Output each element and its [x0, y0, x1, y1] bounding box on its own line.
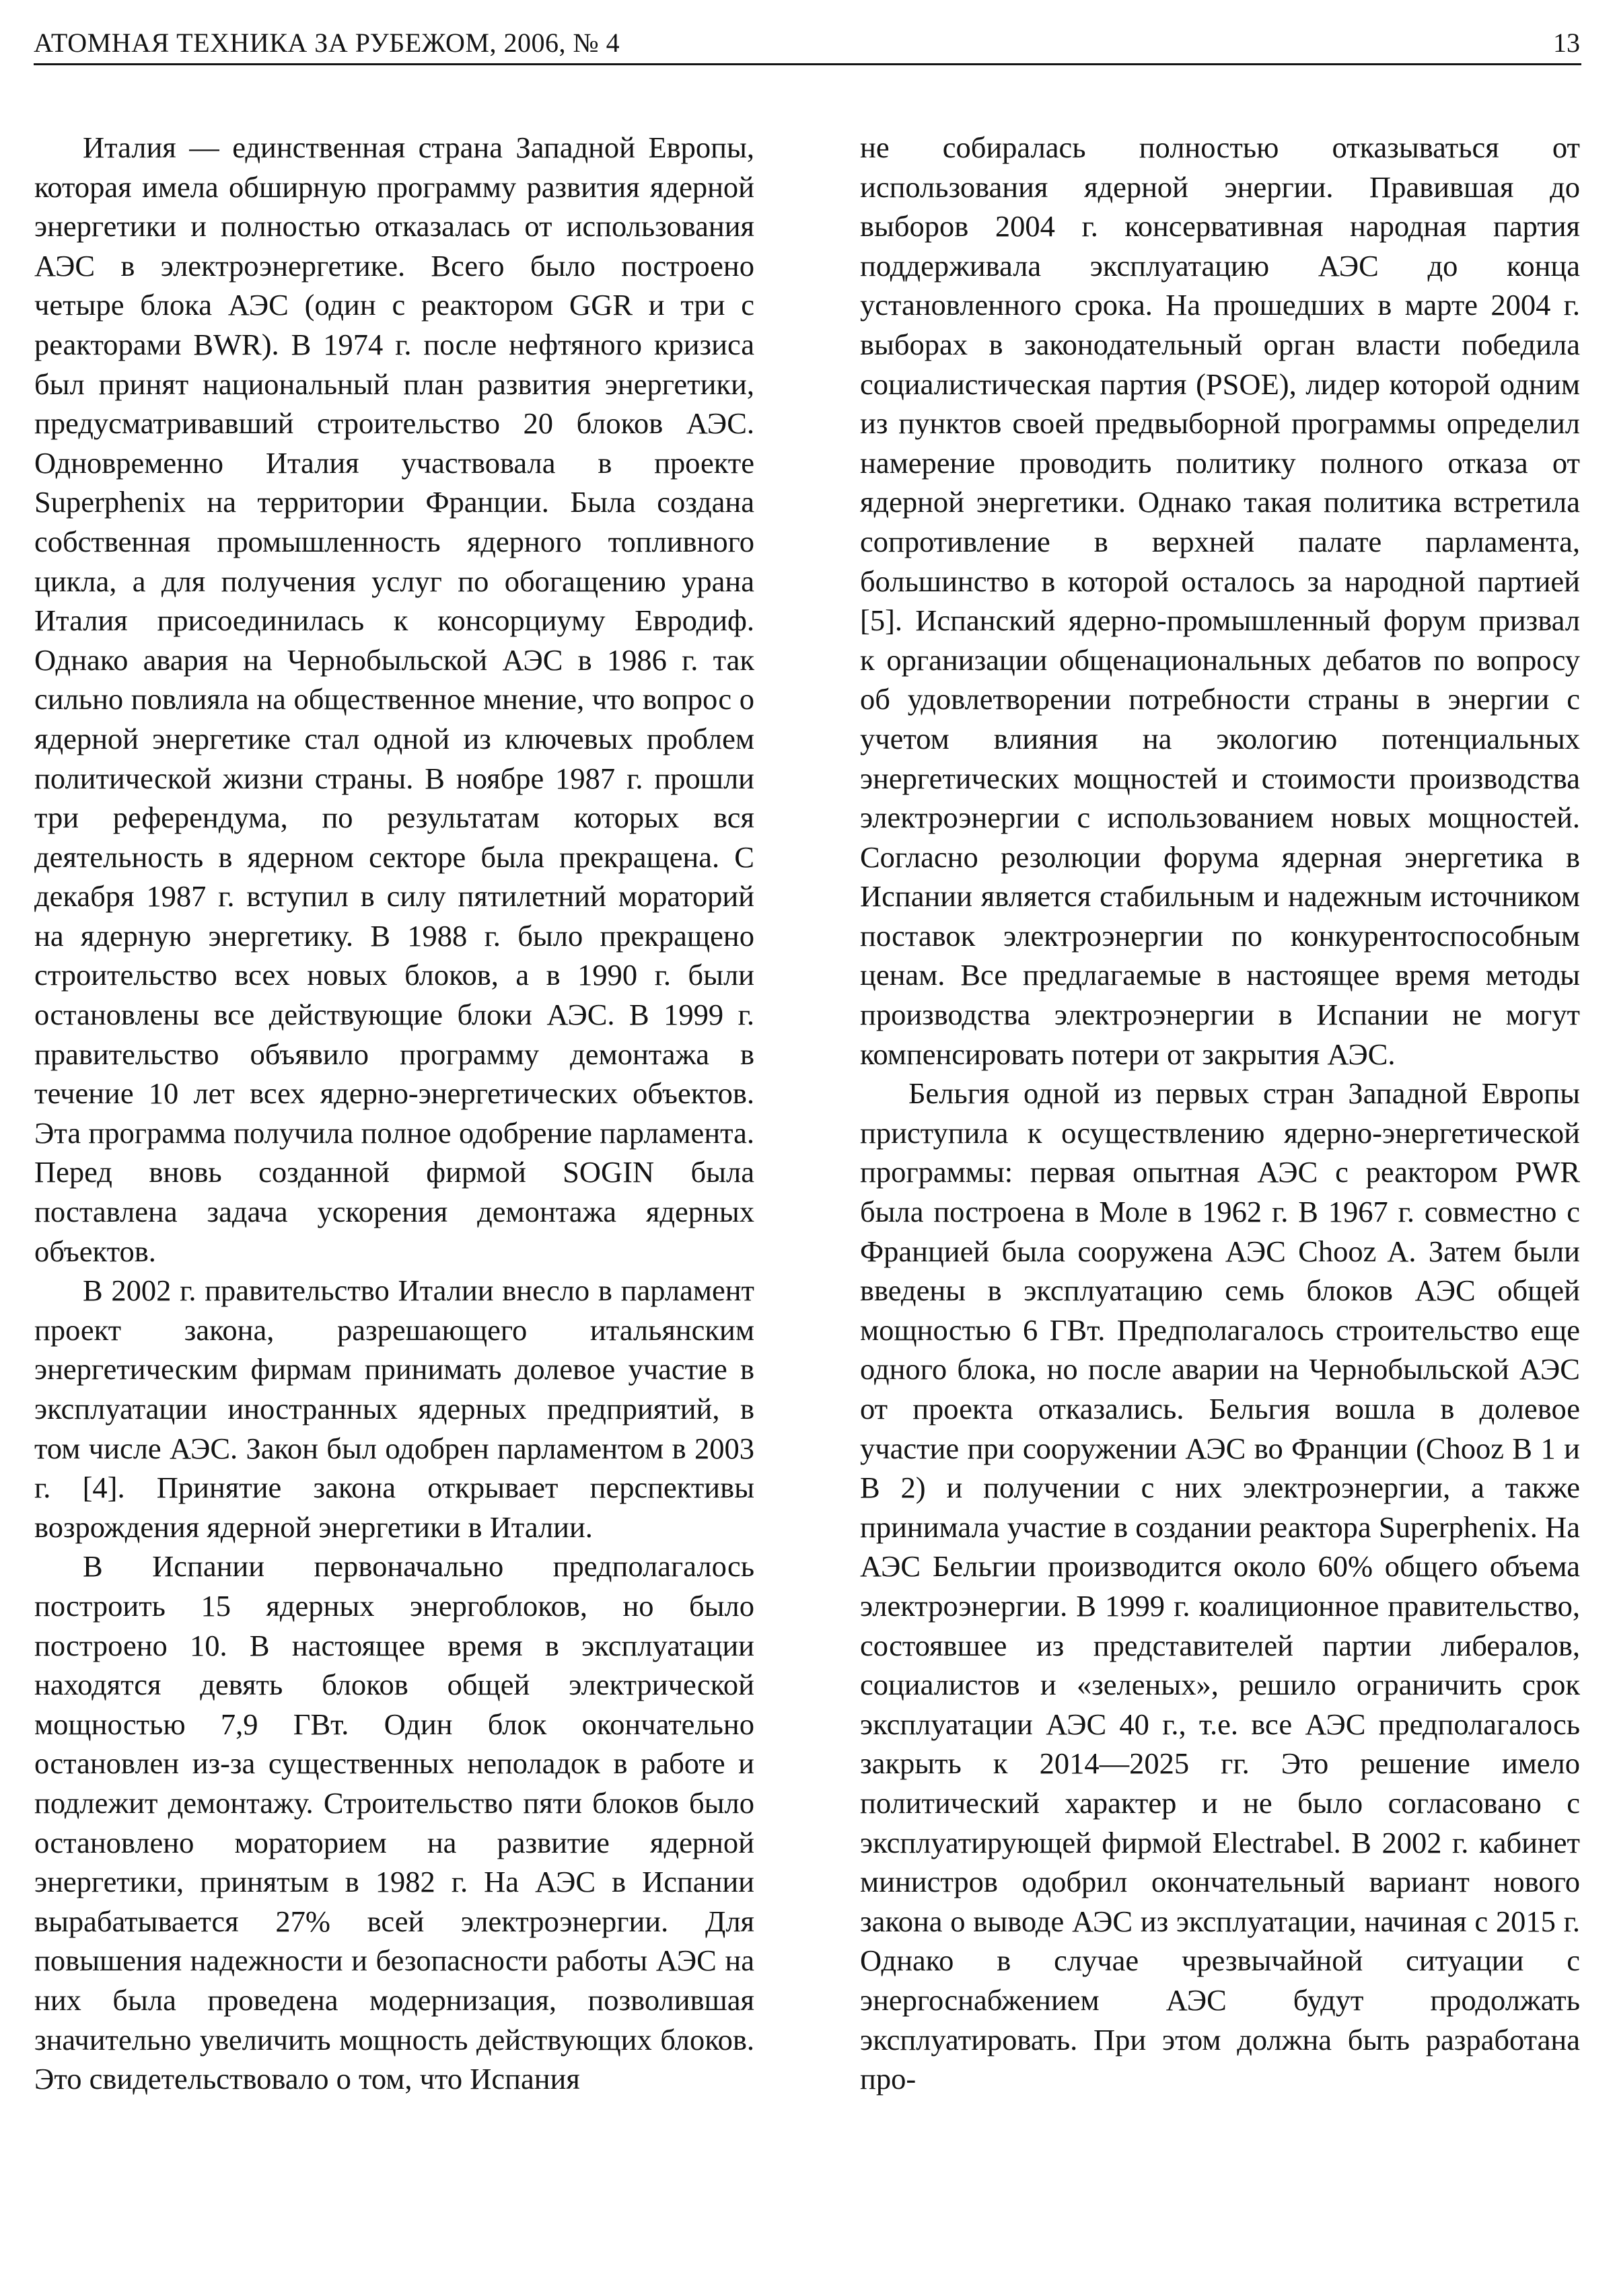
paragraph-italy-2002: В 2002 г. правительство Италии внесло в парламент проект закона, разрешающего итальянским энергетическим фирмам принимать долевое участие в эксплуатации иностранных ядерных предприятий, в том числе АЭС. Закон был одобрен парламентом в 2003 г. [4]. Принятие закона открывает перспективы возрождения ядерной энергетики в Италии.: [34, 1273, 754, 1544]
left-column: [34, 128, 754, 2099]
header-divider: [34, 63, 1581, 65]
page-number: 13: [1553, 28, 1580, 58]
paragraph-spain-continued: не собиралась полностью отказываться от использования ядерной энергии. Правившая до выборов 2004 г. консервативная народная партия поддерживала эксплуатацию АЭС до конца установленного срока. На прошедших в марте 2004 г. выборах в законодательный орган власти победила социалистическая партия (PSOE), лидер которой одним из пунктов своей предвыборной программы определил намерение проводить политику полного отказа от ядерной энергетики. Однако такая политика встретила сопротивление в верхней палате парламента, большинство в которой осталось за народной партией [5]. Испанский ядерно-промышленный форум призвал к организации общенациональных дебатов по вопросу об удовлетворении потребности страны в энергии с учетом влияния на экологию потенциальных энергетических мощностей и стоимости производства электроэнергии с использованием новых мощностей. Согласно резолюции форума ядерная энергетика в Испании является стабильным и надежным источником поставок электроэнергии по конкурентоспособным ценам. Все предлагаемые в настоящее время методы производства электроэнергии в Испании не могут компенсировать потери от закрытия АЭС.: [860, 131, 1580, 1071]
right-column: [860, 128, 1580, 2099]
journal-title: АТОМНАЯ ТЕХНИКА ЗА РУБЕЖОМ, 2006, № 4: [34, 28, 620, 58]
page-header: [34, 24, 1581, 65]
paragraph-belgium: Бельгия одной из первых стран Западной Европы приступила к осуществлению ядерно-энергетической программы: первая опытная АЭС с реактором PWR была построена в Моле в 1962 г. В 1967 г. совместно с Францией была сооружена АЭС Chooz A. Затем были введены в эксплуатацию семь блоков АЭС общей мощностью 6 ГВт. Предполагалось строительство еще одного блока, но после аварии на Чернобыльской АЭС от проекта отказались. Бельгия вошла в долевое участие при сооружении АЭС во Франции (Chooz B 1 и B 2) и получении с них электроэнергии, а также принимала участие в создании реактора Superphenix. На АЭС Бельгии производится около 60% общего объема электроэнергии. В 1999 г. коалиционное правительство, состоявшее из представителей партии либералов, социалистов и «зеленых», решило ограничить срок эксплуатации АЭС 40 г., т.е. все АЭС предполагалось закрыть к 2014—2025 гг. Это решение имело политический характер и не было согласовано с эксплуатирующей фирмой Electrabel. В 2002 г. кабинет министров одобрил окончательный вариант нового закона о выводе АЭС из эксплуатации, начиная с 2015 г. Однако в случае чрезвычайной ситуации с энергоснабжением АЭС будут продолжать эксплуатировать. При этом должна быть разработана про-: [860, 1076, 1580, 2096]
paragraph-spain: В Испании первоначально предполагалось построить 15 ядерных энергоблоков, но было построено 10. В настоящее время в эксплуатации находятся девять блоков общей электрической мощностью 7,9 ГВт. Один блок окончательно остановлен из-за существенных неполадок в работе и подлежит демонтажу. Строительство пяти блоков было остановлено мораторием на развитие ядерной энергетики, принятым в 1982 г. На АЭС в Испании вырабатывается 27% всей электроэнергии. Для повышения надежности и безопасности работы АЭС на них была проведена модернизация, позволившая значительно увеличить мощность действующих блоков. Это свидетельствовало о том, что Испания: [34, 1549, 754, 2096]
paragraph-italy: Италия — единственная страна Западной Европы, которая имела обширную программу развития ядерной энергетики и полностью отказалась от использования АЭС в электроэнергетике. Всего было построено четыре блока АЭС (один с реактором GGR и три с реакторами BWR). В 1974 г. после нефтяного кризиса был принят национальный план развития энергетики, предусматривавший строительство 20 блоков АЭС. Одновременно Италия участвовала в проекте Superphenix на территории Франции. Была создана собственная промышленность ядерного топливного цикла, а для получения услуг по обогащению урана Италия присоединилась к консорциуму Евродиф. Однако авария на Чернобыльской АЭС в 1986 г. так сильно повлияла на общественное мнение, что вопрос о ядерной энергетике стал одной из ключевых проблем политической жизни страны. В ноябре 1987 г. прошли три референдума, по результатам которых вся деятельность в ядерном секторе была прекращена. С декабря 1987 г. вступил в силу пятилетний мораторий на ядерную энергетику. В 1988 г. было прекращено строительство всех новых блоков, а в 1990 г. были остановлены все действующие блоки АЭС. В 1999 г. правительство объявило программу демонтажа в течение 10 лет всех ядерно-энергетических объектов. Эта программа получила полное одобрение парламента. Перед вновь созданной фирмой SOGIN была поставлена задача ускорения демонтажа ядерных объектов.: [34, 131, 754, 1268]
